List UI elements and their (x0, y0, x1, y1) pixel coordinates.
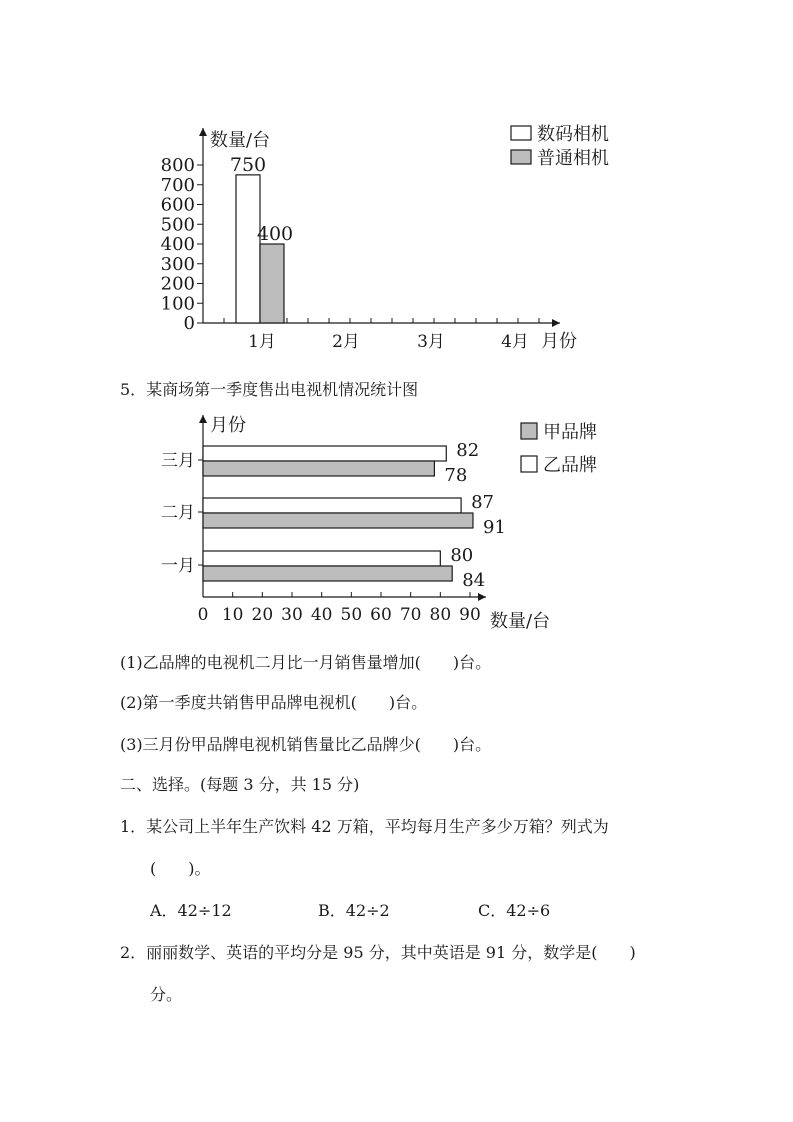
x-tick-label: 20 (251, 605, 274, 625)
problem-1-text: 1．某公司上半年生产饮料 42 万箱，平均每月生产多少万箱？列式为 (120, 817, 609, 836)
y-tick-label: 0 (183, 313, 195, 334)
x-tick-label: 30 (281, 605, 303, 625)
data-label: 78 (444, 465, 468, 486)
problem-2-text: 2．丽丽数学、英语的平均分是 95 分，其中英语是 91 分，数学是( ) (120, 943, 636, 962)
bar (203, 551, 440, 566)
y-tick-label: 一月 (161, 556, 195, 576)
x-tick-label: 90 (459, 605, 481, 625)
x-axis-label: 月份 (541, 331, 577, 352)
bar (203, 566, 452, 581)
legend-swatch (521, 456, 537, 472)
x-tick-label: 50 (340, 605, 363, 625)
x-tick-label: 10 (221, 605, 244, 625)
bar (203, 498, 461, 513)
bar (260, 244, 284, 323)
question-3: (3)三月份甲品牌电视机销售量比乙品牌少( )台。 (120, 735, 492, 754)
y-tick-label: 400 (160, 234, 195, 255)
bar (203, 446, 446, 461)
problem-1-option-c: C．42÷6 (478, 901, 551, 920)
y-tick-label: 300 (160, 253, 195, 275)
data-label: 84 (462, 570, 486, 591)
x-axis-arrow (478, 593, 486, 601)
y-tick-label: 二月 (161, 503, 195, 523)
y-tick-label: 三月 (161, 451, 195, 471)
y-tick-label: 600 (160, 194, 195, 216)
legend-label: 乙品牌 (543, 455, 597, 476)
bar (236, 175, 260, 323)
problem-1-option-a: A．42÷12 (150, 901, 232, 920)
y-tick-label: 100 (160, 293, 195, 315)
x-axis-label: 数量/台 (490, 611, 551, 632)
problem-1-blank: ( )。 (150, 859, 211, 878)
y-axis-arrow (199, 128, 207, 136)
data-label: 750 (229, 153, 267, 176)
data-label: 80 (450, 545, 474, 566)
x-tick-label: 70 (399, 605, 422, 625)
legend-swatch (511, 150, 531, 164)
y-axis-label: 数量/台 (210, 130, 271, 151)
question-2: (2)第一季度共销售甲品牌电视机( )台。 (120, 693, 428, 712)
y-tick-label: 200 (160, 273, 195, 295)
bar (203, 513, 473, 528)
x-tick-label: 3月 (417, 332, 445, 352)
data-label: 87 (471, 492, 495, 513)
legend-swatch (521, 423, 537, 439)
x-tick-label: 0 (197, 605, 209, 625)
y-tick-label: 700 (160, 174, 195, 196)
question-1: (1)乙品牌的电视机二月比一月销售量增加( )台。 (120, 653, 492, 672)
legend-label: 甲品牌 (543, 422, 597, 443)
problem-2-unit: 分。 (150, 985, 183, 1004)
x-tick-label: 60 (370, 605, 392, 625)
x-axis-arrow (552, 319, 560, 327)
y-tick-label: 500 (160, 214, 195, 236)
x-tick-label: 40 (310, 605, 333, 625)
x-tick-label: 1月 (248, 332, 276, 352)
legend-label: 数码相机 (537, 124, 609, 145)
x-tick-label: 2月 (332, 332, 360, 352)
y-axis-label: 月份 (210, 415, 246, 436)
x-tick-label: 4月 (501, 332, 529, 352)
legend-label: 普通相机 (537, 148, 609, 169)
bar (203, 461, 434, 476)
legend-swatch (511, 126, 531, 140)
y-tick-label: 800 (160, 155, 195, 176)
problem-1-option-b: B．42÷2 (318, 901, 390, 920)
data-label: 400 (256, 223, 294, 245)
y-axis-arrow (199, 415, 207, 423)
data-label: 82 (456, 440, 480, 461)
x-tick-label: 80 (429, 605, 452, 625)
section-2-heading: 二、选择。(每题 3 分，共 15 分) (120, 775, 360, 794)
chart2-title: 5．某商场第一季度售出电视机情况统计图 (120, 380, 419, 399)
camera-sales-bar-chart (0, 100, 793, 360)
tv-sales-bar-chart (0, 405, 793, 645)
data-label: 91 (482, 517, 506, 538)
